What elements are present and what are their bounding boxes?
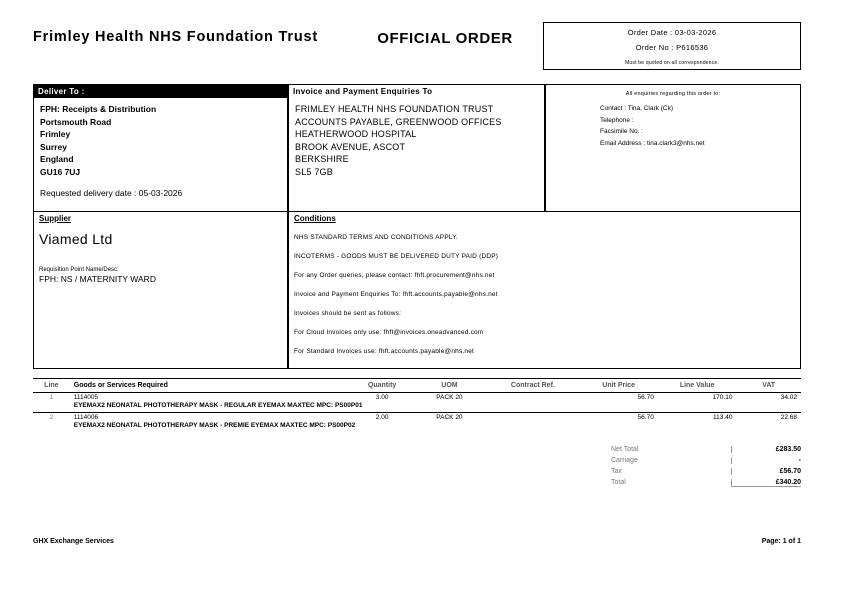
footer-page-number: Page: 1 of 1 bbox=[761, 538, 801, 545]
cell-quantity: 3.00 bbox=[375, 394, 389, 401]
enquiries-telephone-label: Telephone : bbox=[600, 116, 634, 124]
enquiries-heading: All enquiries regarding this order to: bbox=[625, 91, 721, 97]
requisition-point-label: Requisition Point Name/Desc: bbox=[39, 267, 119, 273]
cell-line-value: 170.10 bbox=[712, 394, 733, 401]
totals-block bbox=[611, 444, 801, 488]
page-title: Frimley Health NHS Foundation Trust bbox=[33, 29, 318, 45]
enquiries-contact-label: Contact : bbox=[600, 105, 627, 112]
invoice-address bbox=[289, 98, 544, 178]
column-header-uom: UOM bbox=[413, 379, 487, 393]
cell-line-value: 113.40 bbox=[713, 414, 733, 421]
conditions-panel bbox=[288, 212, 801, 369]
cell-quantity: 2.00 bbox=[375, 414, 389, 421]
cell-description: EYEMAX2 NEONATAL PHOTOTHERAPY MASK - PREMIE EYEMAX MAXTEC MPC: PS00P02 bbox=[73, 422, 356, 429]
cell-uom: PACK 20 bbox=[436, 414, 463, 421]
condition-line: NHS STANDARD TERMS AND CONDITIONS APPLY. bbox=[294, 234, 458, 241]
column-header-vat: VAT bbox=[736, 379, 801, 393]
table-row-description bbox=[33, 422, 801, 432]
enquiries-panel bbox=[545, 84, 801, 212]
deliver-to-line: England bbox=[40, 154, 74, 164]
condition-line: INCOTERMS - GOODS MUST BE DELIVERED DUTY PAID (DDP) bbox=[294, 253, 499, 260]
document-type-title: OFFICIAL ORDER bbox=[377, 30, 513, 47]
supplier-heading: Supplier bbox=[39, 214, 72, 223]
footer-service-name: GHX Exchange Services bbox=[33, 538, 114, 545]
total-value-tax: £56.70 bbox=[731, 468, 801, 475]
column-header-line-value: Line Value bbox=[658, 379, 737, 393]
total-row-tax bbox=[611, 466, 801, 477]
deliver-to-line: Surrey bbox=[40, 141, 67, 152]
cell-product-code: 1114005 bbox=[73, 394, 99, 401]
cell-unit-price: 56.70 bbox=[637, 414, 654, 421]
requisition-point-value: FPH: NS / MATERNITY WARD bbox=[39, 274, 156, 284]
cell-line-number: 1 bbox=[49, 394, 54, 401]
enquiries-facsimile-label: Facsimile No. : bbox=[600, 128, 643, 135]
enquiries-contact-row bbox=[600, 103, 800, 115]
total-label-carriage: Carriage bbox=[611, 457, 638, 464]
deliver-to-address bbox=[34, 98, 287, 178]
condition-line: For any Order queries, please contact: fhft.procurement@nhs.net bbox=[294, 272, 495, 279]
cell-spacer bbox=[33, 422, 70, 432]
deliver-to-line: Frimley bbox=[40, 129, 71, 139]
total-label-net: Net Total bbox=[611, 446, 639, 453]
order-reference-box bbox=[543, 22, 801, 70]
deliver-to-line: Portsmouth Road bbox=[40, 116, 112, 127]
invoice-address-line: FRIMLEY HEALTH NHS FOUNDATION TRUST bbox=[295, 104, 494, 114]
invoice-panel-heading: Invoice and Payment Enquiries To bbox=[293, 87, 433, 96]
total-label-total: Total bbox=[611, 479, 626, 486]
enquiries-email-label: Email Address : bbox=[600, 139, 646, 147]
deliver-to-line: GU16 7UJ bbox=[40, 166, 81, 177]
cell-spacer bbox=[33, 402, 70, 412]
supplier-panel bbox=[33, 212, 288, 369]
invoice-address-line: ACCOUNTS PAYABLE, GREENWOOD OFFICES bbox=[295, 116, 502, 127]
table-row-description bbox=[33, 402, 801, 412]
supplier-name: Viamed Ltd bbox=[39, 231, 113, 247]
conditions-heading: Conditions bbox=[294, 214, 336, 223]
order-quote-note: Must be quoted on all correspondence. bbox=[625, 60, 719, 66]
condition-line: For Cloud Invoices only use: fhft@invoices.oneadvanced.com bbox=[294, 329, 484, 336]
enquiries-facsimile-row bbox=[600, 126, 800, 138]
enquiries-contact-details bbox=[546, 97, 800, 149]
column-header-unit-price: Unit Price bbox=[579, 379, 657, 393]
line-items-table bbox=[33, 378, 801, 432]
requested-delivery-date: Requested delivery date : 05-03-2026 bbox=[40, 188, 183, 198]
total-value-total: £340.20 bbox=[731, 479, 801, 487]
table-row bbox=[33, 393, 801, 403]
table-row bbox=[33, 413, 801, 423]
cell-line-number: 2 bbox=[49, 414, 54, 421]
column-header-quantity: Quantity bbox=[352, 379, 413, 393]
column-header-contract-ref: Contract Ref. bbox=[486, 379, 579, 393]
total-value-net: £283.50 bbox=[731, 446, 801, 453]
cell-description: EYEMAX2 NEONATAL PHOTOTHERAPY MASK - REGULAR EYEMAX MAXTEC MPC: PS00P01 bbox=[73, 402, 363, 409]
enquiries-contact-value: Tina, Clark (Ck) bbox=[627, 105, 673, 112]
deliver-to-heading: Deliver To : bbox=[34, 85, 287, 98]
total-row-total bbox=[611, 477, 801, 488]
cell-uom: PACK 20 bbox=[436, 394, 463, 401]
deliver-to-panel bbox=[33, 84, 288, 212]
enquiries-telephone-row bbox=[600, 115, 800, 127]
condition-line: For Standard Invoices use: fhft.accounts.payable@nhs.net bbox=[294, 348, 475, 355]
total-row-net bbox=[611, 444, 801, 455]
condition-line: Invoices should be sent as follows: bbox=[294, 310, 402, 317]
cell-vat: 34.02 bbox=[780, 394, 797, 401]
order-date: Order Date : 03-03-2026 bbox=[627, 28, 717, 37]
invoice-payment-panel bbox=[288, 84, 545, 212]
invoice-address-line: SL5 7GB bbox=[295, 166, 333, 177]
table-header-row bbox=[33, 379, 801, 393]
invoice-address-line: BERKSHIRE bbox=[295, 154, 349, 164]
invoice-address-line: HEATHERWOOD HOSPITAL bbox=[295, 129, 417, 139]
conditions-list bbox=[289, 223, 800, 360]
condition-line: Invoice and Payment Enquiries To: fhft.accounts.payable@nhs.net bbox=[294, 291, 498, 298]
column-header-line: Line bbox=[33, 379, 70, 393]
invoice-address-line: BROOK AVENUE, ASCOT bbox=[295, 141, 406, 152]
cell-vat: 22.68 bbox=[780, 414, 797, 421]
cell-contract-ref bbox=[486, 393, 579, 403]
order-number: Order No : P616536 bbox=[635, 43, 709, 52]
deliver-to-line: FPH: Receipts & Distribution bbox=[40, 104, 157, 114]
cell-contract-ref bbox=[486, 413, 579, 423]
enquiries-email-row bbox=[600, 138, 800, 150]
total-row-carriage bbox=[611, 455, 801, 466]
column-header-goods: Goods or Services Required bbox=[70, 379, 352, 393]
total-label-tax: Tax bbox=[611, 468, 622, 475]
cell-unit-price: 56.70 bbox=[637, 394, 654, 401]
enquiries-email-value: tina.clark3@nhs.net bbox=[646, 139, 705, 147]
cell-product-code: 1114006 bbox=[73, 414, 99, 421]
total-value-carriage: - bbox=[731, 457, 801, 464]
